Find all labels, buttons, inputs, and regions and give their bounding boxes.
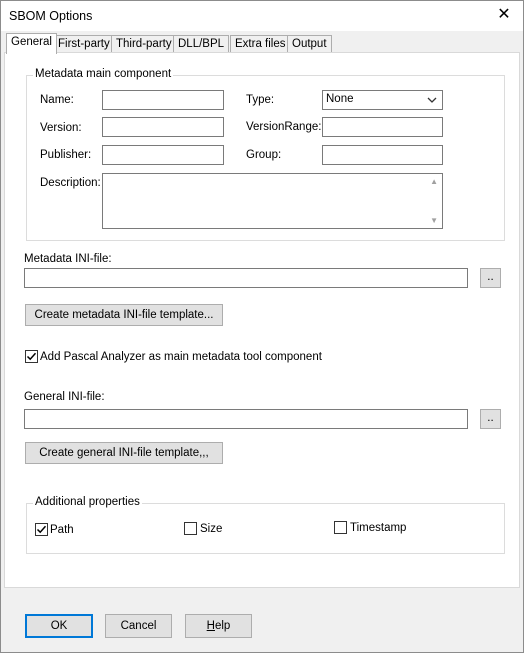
tab-extra-files[interactable]: Extra files — [230, 35, 291, 52]
name-label: Name: — [40, 94, 74, 106]
tab-first-party[interactable]: First-party — [53, 35, 115, 52]
window-title: SBOM Options — [9, 9, 93, 23]
name-input[interactable] — [102, 90, 224, 110]
timestamp-checkbox[interactable] — [334, 521, 347, 534]
path-label: Path — [50, 524, 74, 536]
type-select[interactable] — [322, 90, 443, 110]
scroll-up-icon[interactable]: ▲ — [430, 177, 438, 186]
size-checkbox[interactable] — [184, 522, 197, 535]
version-input[interactable] — [102, 117, 224, 137]
additional-properties-group — [26, 496, 505, 554]
cancel-button[interactable]: Cancel — [105, 614, 172, 638]
metadata-group-title: Metadata main component — [35, 68, 172, 80]
tab-general[interactable]: General — [6, 33, 57, 54]
metadata-ini-label: Metadata INI-file: — [24, 253, 112, 265]
help-mnemonic: H — [206, 620, 215, 632]
general-ini-label: General INI-file: — [24, 391, 105, 403]
version-range-label: VersionRange: — [246, 121, 322, 133]
scroll-down-icon[interactable]: ▼ — [430, 216, 438, 225]
timestamp-label: Timestamp — [350, 522, 407, 534]
publisher-label: Publisher: — [40, 149, 92, 161]
chevron-down-icon — [426, 94, 438, 106]
general-tab-panel — [4, 52, 520, 588]
tab-dll-bpl[interactable]: DLL/BPL — [173, 35, 229, 52]
checkmark-icon — [36, 524, 47, 535]
general-ini-browse-button[interactable]: .. — [480, 409, 501, 429]
path-checkbox[interactable] — [35, 523, 48, 536]
metadata-ini-browse-button[interactable]: .. — [480, 268, 501, 288]
add-pascal-checkbox[interactable] — [25, 350, 38, 363]
version-range-input[interactable] — [322, 117, 443, 137]
help-label-rest: elp — [214, 620, 231, 632]
create-metadata-template-button[interactable]: Create metadata INI-file template... — [25, 304, 223, 326]
size-label: Size — [200, 523, 223, 535]
metadata-ini-input[interactable] — [24, 268, 468, 288]
checkmark-icon — [26, 351, 37, 362]
close-icon: ✕ — [497, 6, 511, 23]
publisher-input[interactable] — [102, 145, 224, 165]
type-label: Type: — [246, 94, 275, 106]
help-button[interactable] — [185, 614, 252, 638]
close-button[interactable] — [493, 4, 515, 26]
create-general-template-button[interactable]: Create general INI-file template,,, — [25, 442, 223, 464]
group-label: Group: — [246, 149, 282, 161]
tab-output[interactable]: Output — [287, 35, 332, 52]
title-bar — [1, 1, 523, 31]
description-textarea[interactable] — [102, 173, 443, 229]
tab-third-party[interactable]: Third-party — [111, 35, 177, 52]
version-label: Version: — [40, 122, 82, 134]
group-input[interactable] — [322, 145, 443, 165]
ok-button[interactable]: OK — [25, 614, 93, 638]
additional-properties-title: Additional properties — [35, 496, 140, 508]
add-pascal-label: Add Pascal Analyzer as main metadata tool component — [40, 351, 322, 363]
description-label: Description: — [40, 177, 101, 189]
general-ini-input[interactable] — [24, 409, 468, 429]
type-selected-value: None — [326, 93, 354, 105]
